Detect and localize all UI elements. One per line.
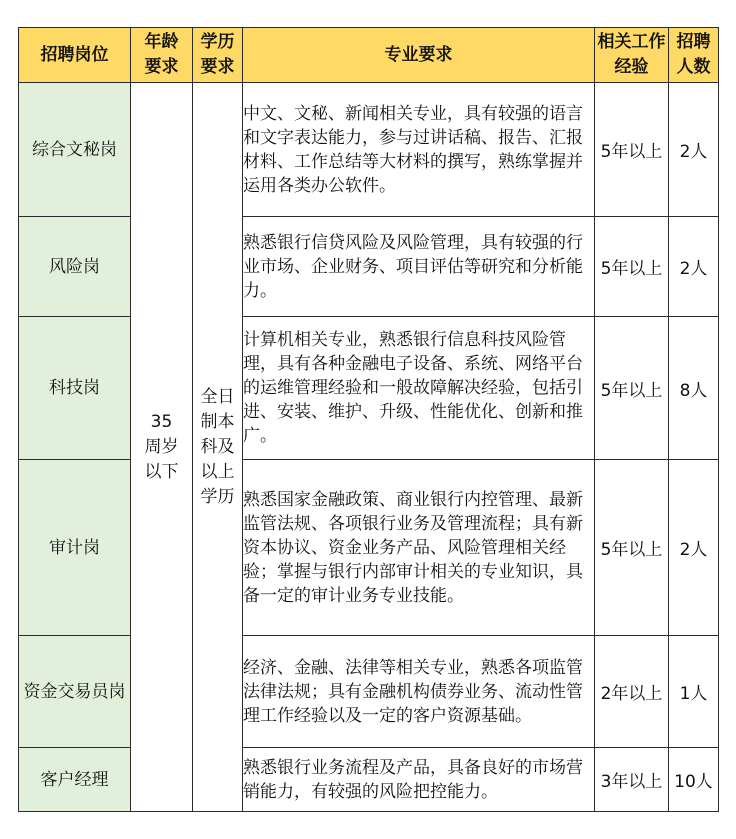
experience-cell: 2年以上: [595, 636, 669, 748]
position-cell: 综合文秘岗: [19, 83, 131, 217]
position-cell: 审计岗: [19, 460, 131, 636]
major-requirement-cell: 熟悉国家金融政策、商业银行内控管理、最新监管法规、各项银行业务及管理流程；具有新资本协议、资金业务产品、风险管理相关经验；掌握与银行内部审计相关的专业知识，具备一定的审计业务专业技能。: [243, 460, 595, 636]
recruitment-table-container: [18, 27, 718, 812]
position-cell: 客户经理: [19, 748, 131, 812]
header-education: 学历要求: [193, 28, 243, 83]
header-experience: 相关工作经验: [595, 28, 669, 83]
count-cell: 2人: [669, 83, 719, 217]
count-cell: 10人: [669, 748, 719, 812]
position-cell: 科技岗: [19, 317, 131, 460]
major-requirement-cell: 中文、文秘、新闻相关专业，具有较强的语言和文字表达能力，参与过讲话稿、报告、汇报材料、工作总结等大材料的撰写，熟练掌握并运用各类办公软件。: [243, 83, 595, 217]
header-count: 招聘人数: [669, 28, 719, 83]
count-cell: 2人: [669, 217, 719, 317]
count-cell: 1人: [669, 636, 719, 748]
table-row: [19, 83, 719, 217]
experience-cell: 5年以上: [595, 217, 669, 317]
table-row: [19, 748, 719, 812]
count-cell: 8人: [669, 317, 719, 460]
count-cell: 2人: [669, 460, 719, 636]
header-major: 专业要求: [243, 28, 595, 83]
experience-cell: 5年以上: [595, 460, 669, 636]
age-requirement-cell: 35周岁以下: [131, 83, 193, 812]
table-row: [19, 317, 719, 460]
header-position: 招聘岗位: [19, 28, 131, 83]
experience-cell: 3年以上: [595, 748, 669, 812]
major-requirement-cell: 熟悉银行信贷风险及风险管理，具有较强的行业市场、企业财务、项目评估等研究和分析能力。: [243, 217, 595, 317]
table-header-row: [19, 28, 719, 83]
table-row: [19, 460, 719, 636]
major-requirement-cell: 熟悉银行业务流程及产品，具备良好的市场营销能力，有较强的风险把控能力。: [243, 748, 595, 812]
recruitment-table: [18, 27, 719, 812]
experience-cell: 5年以上: [595, 83, 669, 217]
table-row: [19, 217, 719, 317]
table-row: [19, 636, 719, 748]
major-requirement-cell: 计算机相关专业，熟悉银行信息科技风险管理，具有各种金融电子设备、系统、网络平台的运维管理经验和一般故障解决经验，包括引进、安装、维护、升级、性能优化、创新和推广。: [243, 317, 595, 460]
experience-cell: 5年以上: [595, 317, 669, 460]
education-requirement-cell: 全日制本科及以上学历: [193, 83, 243, 812]
header-age: 年龄要求: [131, 28, 193, 83]
major-requirement-cell: 经济、金融、法律等相关专业，熟悉各项监管法律法规；具有金融机构债券业务、流动性管理工作经验以及一定的客户资源基础。: [243, 636, 595, 748]
position-cell: 风险岗: [19, 217, 131, 317]
position-cell: 资金交易员岗: [19, 636, 131, 748]
